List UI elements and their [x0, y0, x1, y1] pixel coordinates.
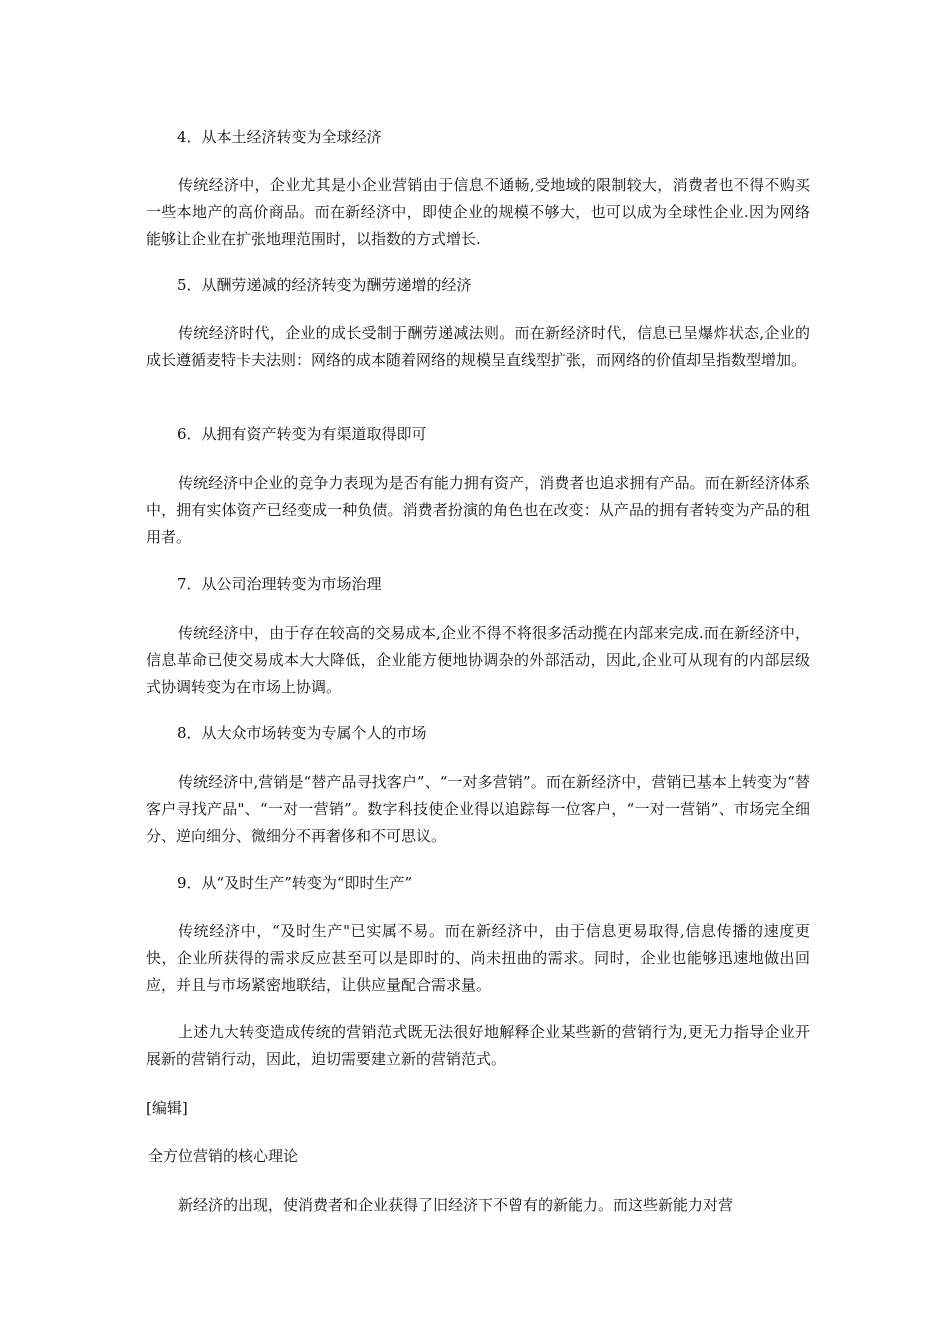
section-title: 全方位营销的核心理论: [148, 1147, 299, 1165]
paragraph-5: 传统经济时代，企业的成长受制于酬劳递减法则。而在新经济时代，信息已呈爆炸状态,企业的成长遵循麦特卡夫法则：网络的成本随着网络的规模呈直线型扩张，而网络的价值却呈指数型增加。: [146, 324, 810, 369]
heading-6: 6．从拥有资产转变为有渠道取得即可: [177, 425, 427, 443]
heading-7: 7．从公司治理转变为市场治理: [177, 575, 382, 593]
paragraph-8: 传统经济中,营销是“替产品寻找客户”、“一对多营销”。而在新经济中，营销已基本上转变为“替客户寻找产品"、“一对一营销”。数字科技使企业得以追踪每一位客户，“一对一营销”、市场完全细分、逆向细分、微细分不再奢侈和不可思议。: [146, 773, 810, 845]
paragraph-7: 传统经济中，由于存在较高的交易成本,企业不得不将很多活动揽在内部来完成.而在新经济中，信息革命已使交易成本大大降低，企业能方便地协调杂的外部活动，因此,企业可从现有的内部层级式协调转变为在市场上协调。: [146, 624, 810, 696]
last-paragraph: 新经济的出现，使消费者和企业获得了旧经济下不曾有的新能力。而这些新能力对营: [178, 1196, 734, 1214]
heading-4: 4．从本土经济转变为全球经济: [177, 128, 382, 146]
edit-link[interactable]: [编辑]: [146, 1099, 188, 1117]
paragraph-9: 传统经济中，“及时生产"已实属不易。而在新经济中，由于信息更易取得,信息传播的速度更快，企业所获得的需求反应甚至可以是即时的、尚未扭曲的需求。同时，企业也能够迅速地做出回应，并且与市场紧密地联结，让供应量配合需求量。: [146, 922, 810, 994]
heading-5: 5．从酬劳递减的经济转变为酬劳递增的经济: [177, 276, 472, 294]
paragraph-4: 传统经济中，企业尤其是小企业营销由于信息不通畅,受地域的限制较大，消费者也不得不购买一些本地产的高价商品。而在新经济中，即使企业的规模不够大，也可以成为全球性企业.因为网络能够让企业在扩张地理范围时，以指数的方式增长.: [146, 176, 810, 248]
heading-8: 8．从大众市场转变为专属个人的市场: [177, 724, 427, 742]
summary-paragraph: 上述九大转变造成传统的营销范式既无法很好地解释企业某些新的营销行为,更无力指导企业开展新的营销行动，因此，迫切需要建立新的营销范式。: [146, 1023, 810, 1068]
heading-9: 9．从“及时生产”转变为“即时生产”: [177, 874, 413, 892]
paragraph-6: 传统经济中企业的竞争力表现为是否有能力拥有资产，消费者也追求拥有产品。而在新经济体系中，拥有实体资产已经变成一种负债。消费者扮演的角色也在改变：从产品的拥有者转变为产品的租用者。: [146, 474, 810, 546]
